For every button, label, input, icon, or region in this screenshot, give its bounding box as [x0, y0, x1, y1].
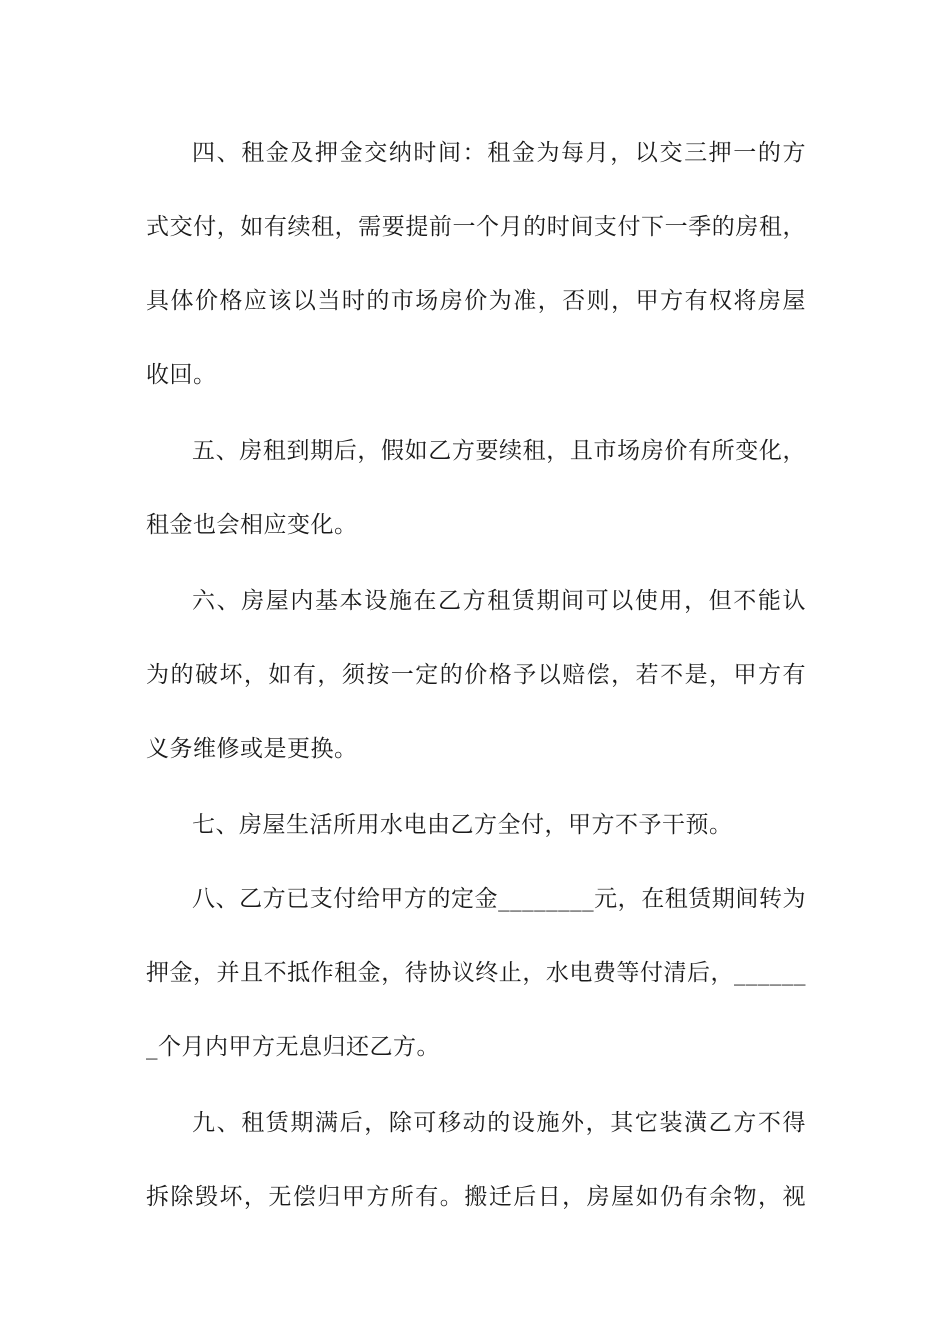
clause-4-line-3: 具体价格应该以当时的市场房价为准，否则，甲方有权将房屋 [146, 288, 806, 314]
clause-6-line-3: 义务维修或是更换。 [146, 736, 358, 762]
clause-4-line-1: 四、租金及押金交纳时间：租金为每月，以交三押一的方 [192, 140, 806, 166]
clause-6-line-1: 六、房屋内基本设施在乙方租赁期间可以使用，但不能认 [192, 588, 806, 614]
clause-7-line-1: 七、房屋生活所用水电由乙方全付，甲方不予干预。 [192, 812, 733, 838]
clause-6-line-2: 为的破坏，如有，须按一定的价格予以赔偿，若不是，甲方有 [146, 662, 806, 688]
clause-4-line-4: 收回。 [146, 362, 217, 388]
clause-8-line-2: 押金，并且不抵作租金，待协议终止，水电费等付清后，______ [146, 960, 806, 986]
clause-8-line-3: _个月内甲方无息归还乙方。 [146, 1034, 440, 1060]
clause-5-line-1: 五、房租到期后，假如乙方要续租，且市场房价有所变化， [192, 438, 806, 464]
clause-9-line-2: 拆除毁坏，无偿归甲方所有。搬迁后日，房屋如仍有余物，视 [146, 1184, 806, 1210]
clause-4-line-2: 式交付，如有续租，需要提前一个月的时间支付下一季的房租， [146, 214, 806, 240]
clause-9-line-1: 九、租赁期满后，除可移动的设施外，其它装潢乙方不得 [192, 1110, 806, 1136]
clause-5-line-2: 租金也会相应变化。 [146, 512, 358, 538]
clause-8-line-1: 八、乙方已支付给甲方的定金________元，在租赁期间转为 [192, 886, 806, 912]
